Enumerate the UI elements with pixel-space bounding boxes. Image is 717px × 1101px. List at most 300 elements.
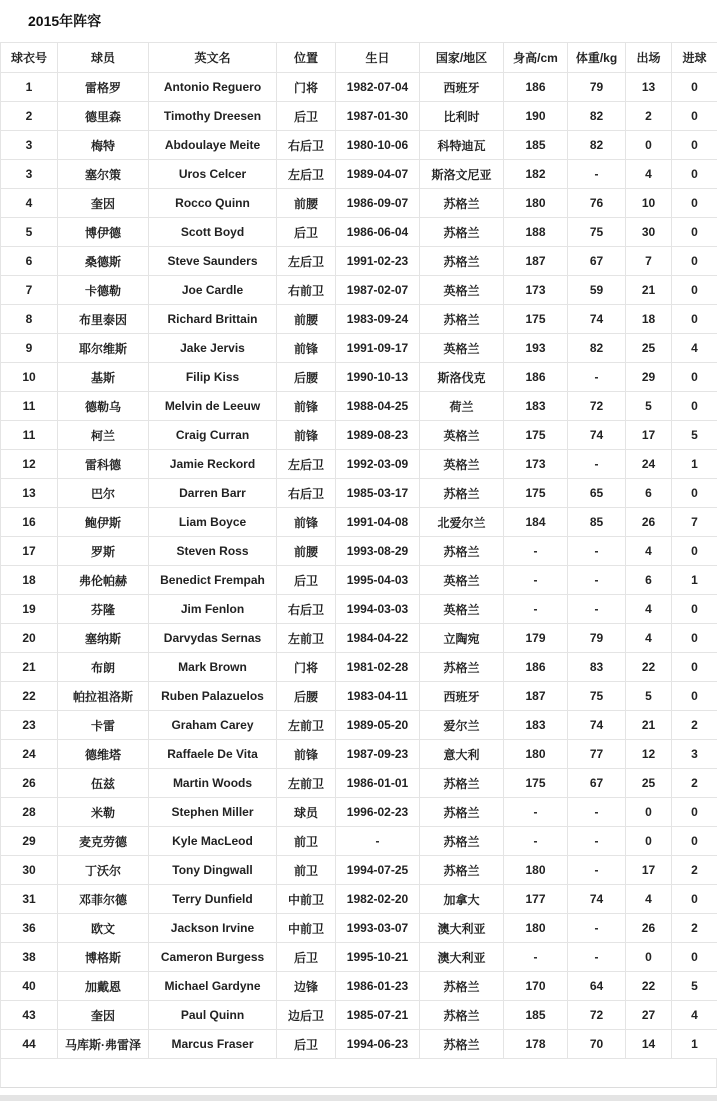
column-header: 体重/kg	[568, 43, 626, 73]
cell: 塞纳斯	[58, 624, 149, 653]
cell: 1981-02-28	[336, 653, 420, 682]
empty-footer-row	[0, 1059, 717, 1088]
cell: 79	[568, 73, 626, 102]
cell: 意大利	[420, 740, 504, 769]
column-header: 出场	[626, 43, 672, 73]
cell: 前卫	[277, 856, 336, 885]
cell: 丁沃尔	[58, 856, 149, 885]
cell: Martin Woods	[149, 769, 277, 798]
cell: 苏格兰	[420, 856, 504, 885]
header-row	[1, 43, 717, 73]
table-row	[1, 276, 717, 305]
cell: 左后卫	[277, 247, 336, 276]
cell: 西班牙	[420, 682, 504, 711]
cell: 31	[1, 885, 58, 914]
cell: 荷兰	[420, 392, 504, 421]
table-row	[1, 885, 717, 914]
cell: 24	[626, 450, 672, 479]
cell: 苏格兰	[420, 479, 504, 508]
cell: 67	[568, 247, 626, 276]
cell: 1986-06-04	[336, 218, 420, 247]
cell: 1	[1, 73, 58, 102]
cell: 0	[672, 363, 717, 392]
cell: 1	[672, 566, 717, 595]
cell: 4	[626, 537, 672, 566]
cell: 2	[626, 102, 672, 131]
cell: 博格斯	[58, 943, 149, 972]
cell: 英格兰	[420, 334, 504, 363]
cell: -	[568, 595, 626, 624]
cell: 13	[1, 479, 58, 508]
cell: Filip Kiss	[149, 363, 277, 392]
cell: 183	[504, 392, 568, 421]
cell: Marcus Fraser	[149, 1030, 277, 1059]
cell: 苏格兰	[420, 653, 504, 682]
cell: 雷科德	[58, 450, 149, 479]
cell: 74	[568, 885, 626, 914]
cell: 桑德斯	[58, 247, 149, 276]
cell: 4	[626, 885, 672, 914]
cell: 82	[568, 334, 626, 363]
cell: 4	[1, 189, 58, 218]
table-row	[1, 682, 717, 711]
cell: 鲍伊斯	[58, 508, 149, 537]
cell: 2	[672, 711, 717, 740]
cell: 后腰	[277, 363, 336, 392]
cell: 9	[1, 334, 58, 363]
cell: 奎因	[58, 189, 149, 218]
cell: 英格兰	[420, 276, 504, 305]
cell: 0	[672, 595, 717, 624]
cell: 柯兰	[58, 421, 149, 450]
cell: 65	[568, 479, 626, 508]
cell: 1987-01-30	[336, 102, 420, 131]
cell: 180	[504, 914, 568, 943]
cell: 左前卫	[277, 711, 336, 740]
cell: 右前卫	[277, 276, 336, 305]
cell: 后卫	[277, 1030, 336, 1059]
cell: Jim Fenlon	[149, 595, 277, 624]
cell: 20	[1, 624, 58, 653]
cell: Darvydas Sernas	[149, 624, 277, 653]
table-row	[1, 334, 717, 363]
cell: 186	[504, 653, 568, 682]
cell: 21	[626, 711, 672, 740]
cell: Cameron Burgess	[149, 943, 277, 972]
table-row	[1, 479, 717, 508]
cell: 0	[626, 827, 672, 856]
cell: 前锋	[277, 392, 336, 421]
cell: 邓菲尔德	[58, 885, 149, 914]
table-row	[1, 508, 717, 537]
cell: 基斯	[58, 363, 149, 392]
cell: 7	[626, 247, 672, 276]
cell: 1983-09-24	[336, 305, 420, 334]
cell: 5	[626, 392, 672, 421]
table-row	[1, 131, 717, 160]
cell: 苏格兰	[420, 972, 504, 1001]
cell: 21	[1, 653, 58, 682]
cell: 12	[1, 450, 58, 479]
table-body	[1, 73, 717, 1059]
cell: 38	[1, 943, 58, 972]
cell: 苏格兰	[420, 798, 504, 827]
cell: 1986-01-01	[336, 769, 420, 798]
table-row	[1, 653, 717, 682]
cell: 0	[672, 189, 717, 218]
cell: 190	[504, 102, 568, 131]
cell: 182	[504, 160, 568, 189]
cell: 罗斯	[58, 537, 149, 566]
cell: -	[504, 566, 568, 595]
cell: 0	[672, 218, 717, 247]
table-row	[1, 247, 717, 276]
cell: 0	[672, 479, 717, 508]
cell: 1994-07-25	[336, 856, 420, 885]
cell: 前腰	[277, 305, 336, 334]
cell: 苏格兰	[420, 247, 504, 276]
cell: 0	[626, 131, 672, 160]
cell: Richard Brittain	[149, 305, 277, 334]
cell: 0	[672, 305, 717, 334]
cell: 16	[1, 508, 58, 537]
cell: 澳大利亚	[420, 914, 504, 943]
cell: -	[568, 566, 626, 595]
cell: 4	[626, 624, 672, 653]
cell: 82	[568, 102, 626, 131]
cell: 左后卫	[277, 160, 336, 189]
cell: 中前卫	[277, 914, 336, 943]
cell: 22	[626, 653, 672, 682]
cell: 加拿大	[420, 885, 504, 914]
column-header: 进球	[672, 43, 717, 73]
cell: 175	[504, 479, 568, 508]
cell: 28	[1, 798, 58, 827]
cell: 0	[672, 653, 717, 682]
cell: 左前卫	[277, 769, 336, 798]
cell: 2	[672, 914, 717, 943]
cell: 0	[672, 885, 717, 914]
cell: 173	[504, 450, 568, 479]
cell: 30	[626, 218, 672, 247]
cell: 右后卫	[277, 479, 336, 508]
table-row	[1, 798, 717, 827]
cell: 25	[626, 334, 672, 363]
cell: -	[568, 363, 626, 392]
column-header: 身高/cm	[504, 43, 568, 73]
table-row	[1, 769, 717, 798]
cell: 0	[672, 160, 717, 189]
cell: 右后卫	[277, 131, 336, 160]
cell: 球员	[277, 798, 336, 827]
cell: 前锋	[277, 421, 336, 450]
cell: 1988-04-25	[336, 392, 420, 421]
cell: 耶尔维斯	[58, 334, 149, 363]
cell: 40	[1, 972, 58, 1001]
cell: 苏格兰	[420, 537, 504, 566]
cell: 伍兹	[58, 769, 149, 798]
cell: 5	[672, 972, 717, 1001]
cell: 苏格兰	[420, 1030, 504, 1059]
table-row	[1, 1030, 717, 1059]
table-row	[1, 566, 717, 595]
cell: 弗伦帕赫	[58, 566, 149, 595]
cell: 175	[504, 421, 568, 450]
table-row	[1, 160, 717, 189]
cell: Ruben Palazuelos	[149, 682, 277, 711]
cell: 奎因	[58, 1001, 149, 1030]
cell: 1	[672, 1030, 717, 1059]
cell: 0	[672, 682, 717, 711]
cell: 西班牙	[420, 73, 504, 102]
cell: 170	[504, 972, 568, 1001]
cell: 7	[672, 508, 717, 537]
cell: 左后卫	[277, 450, 336, 479]
table-row	[1, 740, 717, 769]
bottom-divider-bar	[0, 1095, 717, 1101]
cell: Mark Brown	[149, 653, 277, 682]
cell: 斯洛文尼亚	[420, 160, 504, 189]
cell: -	[568, 856, 626, 885]
cell: -	[504, 943, 568, 972]
cell: 193	[504, 334, 568, 363]
cell: 斯洛伐克	[420, 363, 504, 392]
cell: 59	[568, 276, 626, 305]
cell: 4	[672, 1001, 717, 1030]
cell: 1994-06-23	[336, 1030, 420, 1059]
cell: Steven Ross	[149, 537, 277, 566]
cell: 175	[504, 769, 568, 798]
cell: 23	[1, 711, 58, 740]
cell: 13	[626, 73, 672, 102]
cell: 3	[1, 131, 58, 160]
table-row	[1, 914, 717, 943]
table-row	[1, 218, 717, 247]
cell: 科特迪瓦	[420, 131, 504, 160]
cell: 欧文	[58, 914, 149, 943]
cell: -	[568, 914, 626, 943]
cell: 后卫	[277, 102, 336, 131]
cell: 卡雷	[58, 711, 149, 740]
cell: 1995-04-03	[336, 566, 420, 595]
cell: 前锋	[277, 334, 336, 363]
cell: 2	[672, 856, 717, 885]
cell: 1989-04-07	[336, 160, 420, 189]
cell: 79	[568, 624, 626, 653]
cell: 苏格兰	[420, 1001, 504, 1030]
cell: 186	[504, 73, 568, 102]
cell: -	[568, 450, 626, 479]
cell: 英格兰	[420, 566, 504, 595]
cell: 麦克劳德	[58, 827, 149, 856]
cell: -	[568, 537, 626, 566]
cell: 175	[504, 305, 568, 334]
cell: 苏格兰	[420, 218, 504, 247]
cell: 30	[1, 856, 58, 885]
table-row	[1, 943, 717, 972]
cell: -	[504, 537, 568, 566]
cell: 25	[626, 769, 672, 798]
cell: 立陶宛	[420, 624, 504, 653]
cell: 卡德勒	[58, 276, 149, 305]
table-row	[1, 537, 717, 566]
cell: 1993-03-07	[336, 914, 420, 943]
cell: 22	[626, 972, 672, 1001]
cell: -	[568, 160, 626, 189]
cell: 24	[1, 740, 58, 769]
cell: 43	[1, 1001, 58, 1030]
cell: 马库斯·弗雷泽	[58, 1030, 149, 1059]
cell: 76	[568, 189, 626, 218]
cell: 1991-02-23	[336, 247, 420, 276]
table-row	[1, 189, 717, 218]
bottom-gap	[0, 1088, 717, 1095]
cell: 27	[626, 1001, 672, 1030]
cell: 85	[568, 508, 626, 537]
cell: 右后卫	[277, 595, 336, 624]
cell: Rocco Quinn	[149, 189, 277, 218]
cell: 后腰	[277, 682, 336, 711]
cell: Antonio Reguero	[149, 73, 277, 102]
cell: 1980-10-06	[336, 131, 420, 160]
cell: -	[568, 943, 626, 972]
cell: 83	[568, 653, 626, 682]
cell: 72	[568, 392, 626, 421]
cell: 苏格兰	[420, 189, 504, 218]
cell: Liam Boyce	[149, 508, 277, 537]
cell: Steve Saunders	[149, 247, 277, 276]
cell: 1989-08-23	[336, 421, 420, 450]
cell: 75	[568, 218, 626, 247]
cell: Uros Celcer	[149, 160, 277, 189]
cell: 0	[672, 247, 717, 276]
cell: 1995-10-21	[336, 943, 420, 972]
cell: 2	[672, 769, 717, 798]
cell: 67	[568, 769, 626, 798]
cell: 7	[1, 276, 58, 305]
cell: 8	[1, 305, 58, 334]
cell: 11	[1, 421, 58, 450]
cell: 75	[568, 682, 626, 711]
cell: 德勒乌	[58, 392, 149, 421]
cell: 185	[504, 131, 568, 160]
cell: 10	[1, 363, 58, 392]
cell: -	[504, 827, 568, 856]
cell: Craig Curran	[149, 421, 277, 450]
cell: 6	[626, 566, 672, 595]
column-header: 国家/地区	[420, 43, 504, 73]
cell: Terry Dunfield	[149, 885, 277, 914]
cell: 北爱尔兰	[420, 508, 504, 537]
cell: 180	[504, 189, 568, 218]
cell: 布里泰因	[58, 305, 149, 334]
cell: Tony Dingwall	[149, 856, 277, 885]
cell: 巴尔	[58, 479, 149, 508]
cell: 前腰	[277, 537, 336, 566]
cell: 74	[568, 305, 626, 334]
cell: 185	[504, 1001, 568, 1030]
cell: 中前卫	[277, 885, 336, 914]
cell: 19	[1, 595, 58, 624]
cell: 加戴恩	[58, 972, 149, 1001]
cell: -	[336, 827, 420, 856]
cell: 0	[672, 624, 717, 653]
cell: Kyle MacLeod	[149, 827, 277, 856]
cell: Melvin de Leeuw	[149, 392, 277, 421]
cell: Paul Quinn	[149, 1001, 277, 1030]
cell: 17	[626, 421, 672, 450]
cell: 博伊德	[58, 218, 149, 247]
cell: 0	[626, 798, 672, 827]
cell: 183	[504, 711, 568, 740]
cell: Darren Barr	[149, 479, 277, 508]
cell: 布朗	[58, 653, 149, 682]
cell: 184	[504, 508, 568, 537]
cell: 1984-04-22	[336, 624, 420, 653]
cell: 边锋	[277, 972, 336, 1001]
cell: 0	[672, 102, 717, 131]
cell: 帕拉祖洛斯	[58, 682, 149, 711]
cell: 1989-05-20	[336, 711, 420, 740]
cell: 0	[672, 131, 717, 160]
cell: 17	[626, 856, 672, 885]
cell: 2	[1, 102, 58, 131]
cell: 1993-08-29	[336, 537, 420, 566]
cell: Benedict Frempah	[149, 566, 277, 595]
page-title: 2015年阵容	[28, 13, 102, 29]
cell: 0	[672, 392, 717, 421]
cell: 1986-09-07	[336, 189, 420, 218]
cell: Raffaele De Vita	[149, 740, 277, 769]
cell: 44	[1, 1030, 58, 1059]
cell: 1983-04-11	[336, 682, 420, 711]
cell: 1991-09-17	[336, 334, 420, 363]
cell: -	[568, 827, 626, 856]
cell: 17	[1, 537, 58, 566]
cell: 3	[1, 160, 58, 189]
table-row	[1, 856, 717, 885]
cell: 前卫	[277, 827, 336, 856]
cell: 22	[1, 682, 58, 711]
cell: 德维塔	[58, 740, 149, 769]
cell: 29	[626, 363, 672, 392]
cell: 米勒	[58, 798, 149, 827]
cell: 5	[1, 218, 58, 247]
cell: -	[504, 798, 568, 827]
cell: 爱尔兰	[420, 711, 504, 740]
cell: 雷格罗	[58, 73, 149, 102]
table-row	[1, 624, 717, 653]
cell: 6	[1, 247, 58, 276]
cell: 苏格兰	[420, 769, 504, 798]
cell: 36	[1, 914, 58, 943]
cell: 188	[504, 218, 568, 247]
cell: 178	[504, 1030, 568, 1059]
cell: Michael Gardyne	[149, 972, 277, 1001]
cell: 1986-01-23	[336, 972, 420, 1001]
cell: 门将	[277, 73, 336, 102]
cell: 4	[672, 334, 717, 363]
cell: 1987-09-23	[336, 740, 420, 769]
cell: 1991-04-08	[336, 508, 420, 537]
cell: 177	[504, 885, 568, 914]
cell: 21	[626, 276, 672, 305]
cell: 0	[672, 276, 717, 305]
cell: Scott Boyd	[149, 218, 277, 247]
cell: 4	[626, 160, 672, 189]
cell: 边后卫	[277, 1001, 336, 1030]
column-header: 球衣号	[1, 43, 58, 73]
